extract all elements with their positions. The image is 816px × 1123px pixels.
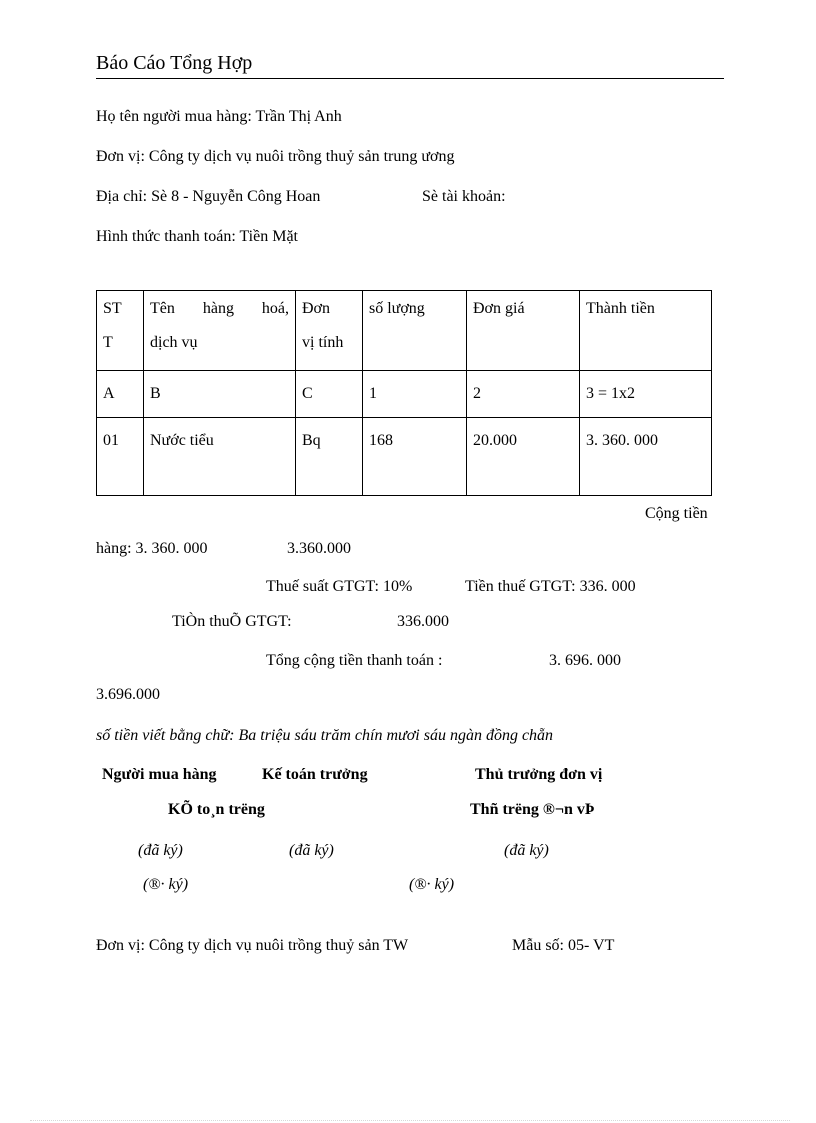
table-cell: A	[97, 371, 144, 418]
header-unit-price: Đơn giá	[467, 291, 580, 371]
signed-note-garbled: (®· ký)	[143, 876, 189, 893]
table-cell: 1	[363, 371, 467, 418]
table-code-row	[97, 371, 712, 418]
header-amount: Thành tiền	[580, 291, 712, 371]
table-cell: B	[144, 371, 296, 418]
table-header-row	[97, 291, 712, 371]
buyer-name: Họ tên người mua hàng: Trần Thị Anh	[96, 108, 342, 125]
grand-total-value: 3. 696. 000	[549, 652, 621, 669]
signed-note: (đã ký)	[138, 842, 183, 859]
amount-in-words: số tiền viết bằng chữ: Ba triệu sáu trăm chín mươi sáu ngàn đồng chẵn	[96, 727, 554, 744]
header-stt: ST T	[97, 291, 144, 371]
vat-amount: Tiền thuế GTGT: 336. 000	[465, 578, 636, 595]
signed-note: (đã ký)	[504, 842, 549, 859]
header-item-name: Tên hàng hoá, dịch vụ	[144, 291, 296, 371]
header-rule	[96, 78, 724, 79]
header-quantity: số lượng	[363, 291, 467, 371]
table-row	[97, 418, 712, 496]
sig-accountant: Kế toán trưởng	[262, 766, 368, 783]
buyer-address: Địa chỉ: Sè 8 - Nguyễn Công Hoan	[96, 188, 321, 205]
header-unit: Đơn vị tính	[296, 291, 363, 371]
table-cell: 2	[467, 371, 580, 418]
vat-rate: Thuế suất GTGT: 10%	[266, 578, 413, 595]
grand-total-label: Tổng cộng tiền thanh toán :	[266, 652, 443, 669]
sig-head-garbled: Thñ trëng ®¬n vÞ	[470, 801, 595, 818]
sig-buyer: Người mua hàng	[102, 766, 217, 783]
table-cell: 01	[97, 418, 144, 496]
page-title: Báo Cáo Tổng Hợp	[96, 52, 253, 74]
vat-garbled-label: TiÒn thuÕ GTGT:	[172, 613, 292, 630]
sig-head: Thủ trưởng đơn vị	[475, 766, 603, 783]
footer-form-number: Mẫu số: 05- VT	[512, 937, 615, 954]
vat-garbled-value: 336.000	[397, 613, 449, 630]
table-cell: C	[296, 371, 363, 418]
table-cell: 20.000	[467, 418, 580, 496]
table-cell: 168	[363, 418, 467, 496]
buyer-account: Sè tài khoản:	[422, 188, 506, 205]
subtotal-value: 3.360.000	[287, 540, 351, 557]
buyer-unit: Đơn vị: Công ty dịch vụ nuôi trồng thuỷ sản trung ương	[96, 148, 455, 165]
table-cell: Nước tiểu	[144, 418, 296, 496]
table-cell: 3. 360. 000	[580, 418, 712, 496]
items-table	[96, 290, 712, 496]
signed-note: (đã ký)	[289, 842, 334, 859]
page-bottom-divider	[30, 1120, 790, 1121]
footer-unit: Đơn vị: Công ty dịch vụ nuôi trồng thuỷ sản TW	[96, 937, 409, 954]
signed-note-garbled: (®· ký)	[409, 876, 455, 893]
grand-total-repeat: 3.696.000	[96, 686, 160, 703]
payment-method: Hình thức thanh toán: Tiền Mặt	[96, 228, 298, 245]
subtotal-label-cont: hàng: 3. 360. 000	[96, 540, 208, 557]
subtotal-label: Cộng tiền	[645, 505, 708, 522]
table-cell: 3 = 1x2	[580, 371, 712, 418]
table-cell: Bq	[296, 418, 363, 496]
sig-accountant-garbled: KÕ to¸n trëng	[168, 801, 265, 818]
